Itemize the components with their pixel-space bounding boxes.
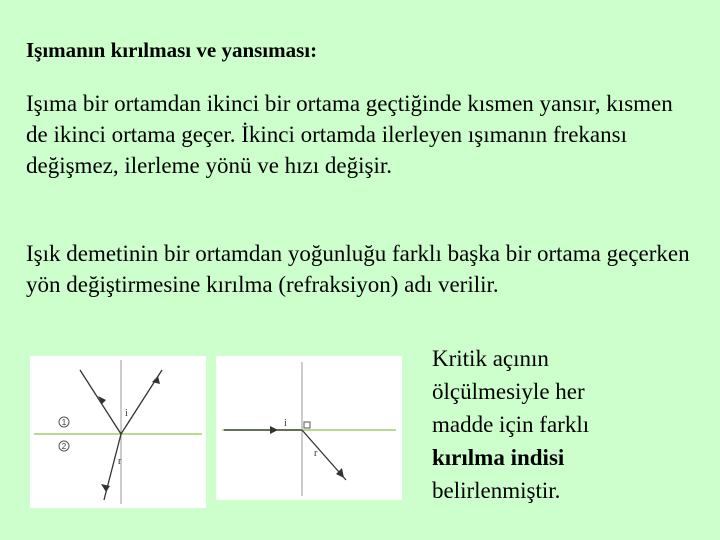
angle-i-label: i [284,418,287,429]
paragraph-reflection: Işıma bir ortamdan ikinci bir ortama geçtiğinde kısmen yansır, kısmen de ikinci ortama geçer. İkinci ortamda ilerleyen ışımanın frekansı değişmez, ilerleme yönü ve hızı değişir. [26,91,673,178]
angle-i-label: i [125,408,128,419]
slide-title: Işımanın kırılması ve yansıması: [26,38,318,62]
medium1-label: 1 [61,418,67,427]
angle-marker [304,422,310,428]
side-line-2: ölçülmesiyle her [432,379,585,404]
incident-ray [80,370,121,434]
side-line-3: madde için farklı [432,412,590,437]
incident-arrow-icon [270,426,278,434]
refraction-diagram [30,356,206,508]
critical-angle-text [432,342,589,507]
angle-r-label: r [118,456,122,467]
angle-r-label: r [314,448,318,459]
critical-angle-diagram [216,356,402,500]
paragraph-refraction: Işık demetinin bir ortamdan yoğunluğu farklı başka bir ortama geçerken yön değiştirmesine kırılma (refraksiyon) adı verilir. [26,241,690,297]
side-line-1: Kritik açının [432,346,549,371]
side-line-5: belirlenmiştir. [432,478,561,503]
refracted-arrow-icon [101,484,110,492]
medium2-label: 2 [61,442,67,451]
refractive-index-term: kırılma indisi [432,445,565,470]
